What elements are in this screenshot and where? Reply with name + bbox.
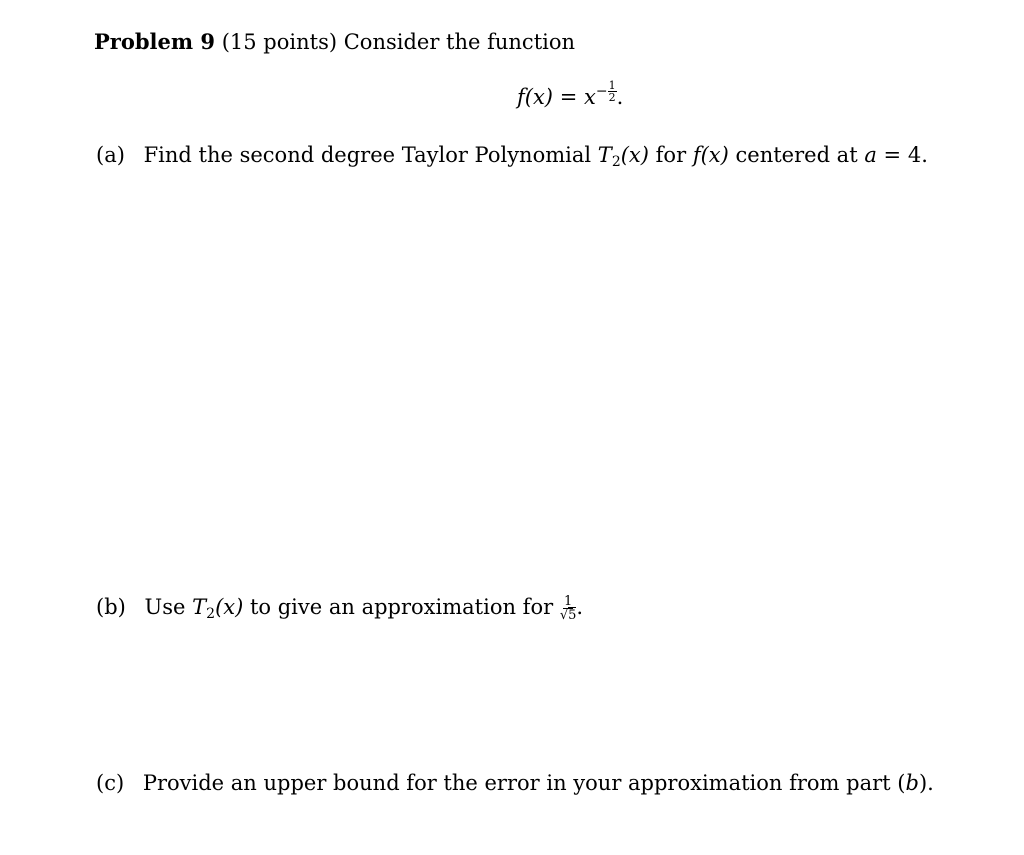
function-equation xyxy=(517,78,624,112)
problem-intro: Consider the function xyxy=(343,30,576,54)
part-c-label: (c) xyxy=(96,771,125,795)
radicand: 5 xyxy=(568,608,577,623)
problem-points: (15 points) xyxy=(221,30,338,54)
part-a-T: T xyxy=(597,143,612,167)
part-b-T: T xyxy=(192,595,207,619)
part-c-text1: Provide an upper bound for the error in your approximation from part xyxy=(142,771,891,795)
part-b-label: (b) xyxy=(96,595,126,619)
part-c-period: . xyxy=(927,771,934,795)
part-a-val: 4. xyxy=(907,143,928,167)
part-c xyxy=(96,773,934,794)
problem-label: Problem 9 xyxy=(94,29,216,54)
part-a-text2: for xyxy=(655,143,687,167)
part-a-label: (a) xyxy=(96,143,125,167)
part-c-ref-open: ( xyxy=(897,771,906,795)
fraction-denominator xyxy=(560,609,577,622)
exponent-denominator: 2 xyxy=(608,90,616,104)
equation-lhs: f(x) xyxy=(517,85,554,109)
equation-exponent xyxy=(596,80,617,103)
exponent-numerator: 1 xyxy=(608,78,616,92)
part-a-text1: Find the second degree Taylor Polynomial xyxy=(143,143,592,167)
part-b-T-arg: (x) xyxy=(215,595,244,619)
part-a-fx: f(x) xyxy=(692,143,729,167)
part-c-ref: b xyxy=(905,771,919,795)
equation-period: . xyxy=(616,85,624,109)
part-b-text2: to give an approximation for xyxy=(249,595,554,619)
part-b-text1: Use xyxy=(144,595,186,619)
equation-base: x xyxy=(584,85,596,109)
one-over-root-five xyxy=(560,595,577,622)
part-a xyxy=(96,143,928,170)
part-c-ref-close: ) xyxy=(918,771,928,795)
radical-sign: √ xyxy=(559,608,569,623)
fraction-numerator: 1 xyxy=(563,594,573,609)
problem-heading xyxy=(94,31,575,53)
exponent-sign: − xyxy=(595,83,608,99)
part-a-T-subscript: 2 xyxy=(611,154,621,170)
part-b-period: . xyxy=(576,595,584,619)
part-a-a: a xyxy=(864,143,877,167)
part-b-T-subscript: 2 xyxy=(206,606,216,622)
exponent-fraction xyxy=(608,80,617,103)
part-a-eq: = xyxy=(883,143,902,167)
part-a-text3: centered at xyxy=(735,143,858,167)
part-b xyxy=(96,595,583,622)
part-a-T-arg: (x) xyxy=(620,143,649,167)
equation-equals: = xyxy=(559,85,578,109)
